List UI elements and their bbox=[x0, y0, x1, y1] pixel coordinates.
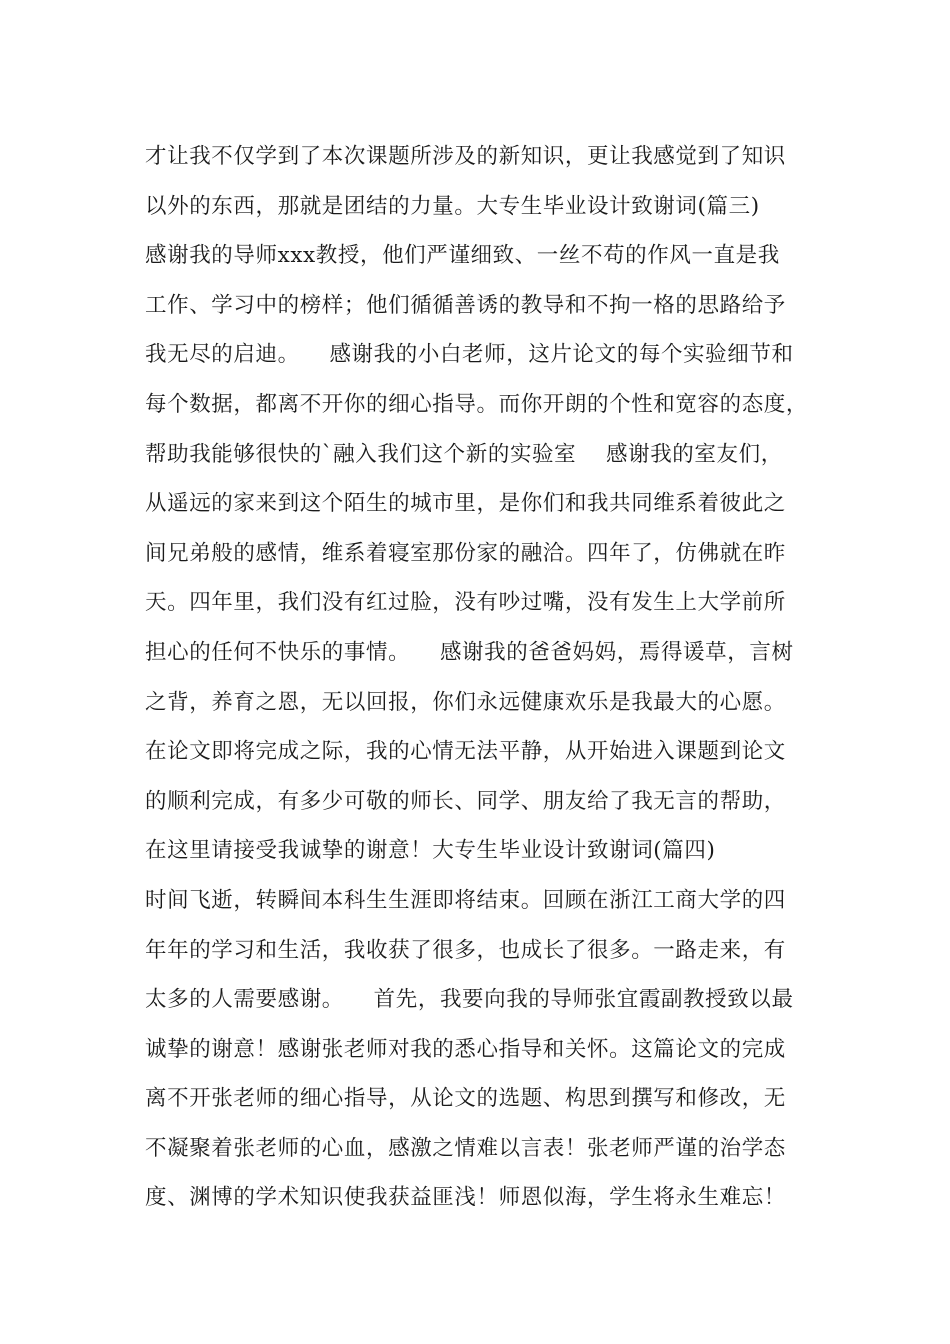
text-line: 的顺利完成，有多少可敬的师长、同学、朋友给了我无言的帮助， bbox=[145, 788, 786, 814]
text-line: 感谢我的导师xxx教授，他们严谨细致、一丝不苟的作风一直是我 bbox=[145, 243, 780, 269]
body-text bbox=[145, 132, 825, 1223]
text-line: 间兄弟般的感情，维系着寝室那份家的融洽。四年了，仿佛就在昨 bbox=[145, 540, 786, 566]
text-line: 天。四年里，我们没有红过脸，没有吵过嘴，没有发生上大学前所 bbox=[145, 590, 786, 616]
text-line: 在论文即将完成之际，我的心情无法平静，从开始进入课题到论文 bbox=[145, 739, 786, 765]
text-line: 帮助我能够很快的`融入我们这个新的实验室 感谢我的室友们， bbox=[145, 441, 783, 467]
text-line: 在这里请接受我诚挚的谢意！大专生毕业设计致谢词(篇四) bbox=[145, 838, 716, 864]
text-line: 度、渊博的学术知识使我获益匪浅！师恩似海，学生将永生难忘！ bbox=[145, 1185, 786, 1211]
text-line: 离不开张老师的细心指导，从论文的选题、构思到撰写和修改，无 bbox=[145, 1086, 786, 1112]
text-line: 太多的人需要感谢。 首先，我要向我的导师张宜霞副教授致以最 bbox=[145, 987, 794, 1013]
text-line: 不凝聚着张老师的心血，感激之情难以言表！张老师严谨的治学态 bbox=[145, 1135, 786, 1161]
text-line: 我无尽的启迪。 感谢我的小白老师，这片论文的每个实验细节和 bbox=[145, 342, 794, 368]
text-line: 年年的学习和生活，我收获了很多，也成长了很多。一路走来，有 bbox=[145, 937, 786, 963]
text-line: 之背，养育之恩，无以回报，你们永远健康欢乐是我最大的心愿。 bbox=[145, 689, 786, 715]
text-line: 以外的东西，那就是团结的力量。大专生毕业设计致谢词(篇三) bbox=[145, 193, 760, 219]
text-line: 担心的任何不快乐的事情。 感谢我的爸爸妈妈，焉得谖草，言树 bbox=[145, 639, 794, 665]
text-line: 每个数据，都离不开你的细心指导。而你开朗的个性和宽容的态度， bbox=[145, 391, 809, 417]
text-line: 工作、学习中的榜样；他们循循善诱的教导和不拘一格的思路给予 bbox=[145, 292, 786, 318]
text-line: 诚挚的谢意！感谢张老师对我的悉心指导和关怀。这篇论文的完成 bbox=[145, 1036, 786, 1062]
text-line: 时间飞逝，转瞬间本科生生涯即将结束。回顾在浙江工商大学的四 bbox=[145, 887, 786, 913]
text-line: 才让我不仅学到了本次课题所涉及的新知识，更让我感觉到了知识 bbox=[145, 144, 786, 169]
text-line: 从遥远的家来到这个陌生的城市里，是你们和我共同维系着彼此之 bbox=[145, 491, 786, 517]
